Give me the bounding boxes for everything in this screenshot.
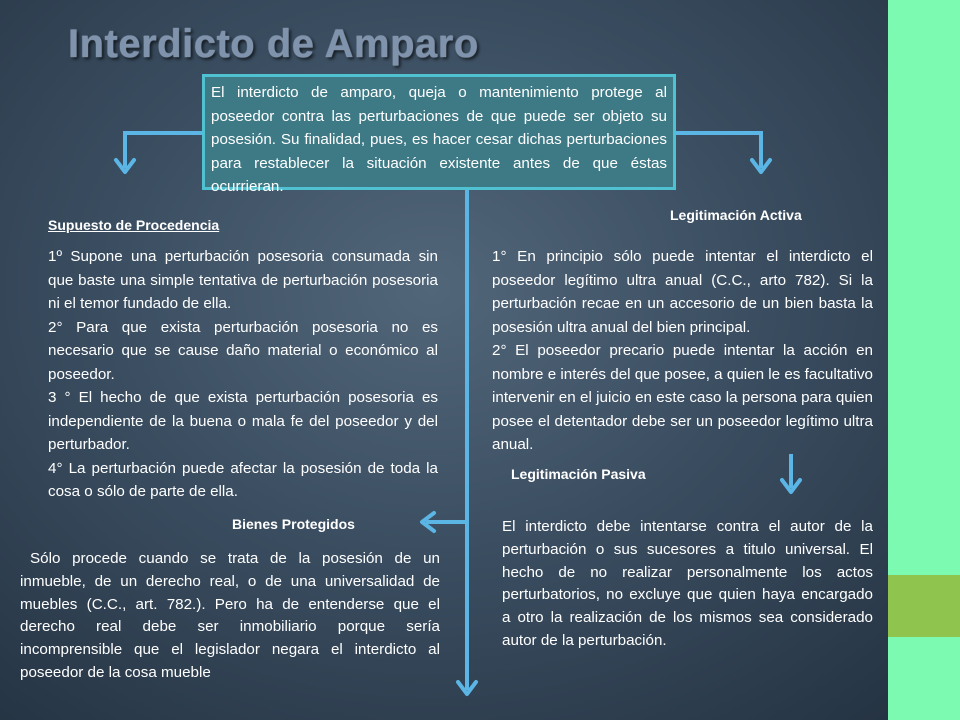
connector-pasiva xyxy=(782,454,800,492)
pasiva-heading: Legitimación Pasiva xyxy=(511,466,646,482)
supuesto-point: 2° Para que exista perturbación posesoria no es necesario que se cause daño material o económico al poseedor. xyxy=(48,318,438,383)
supuesto-point: 3 ° El hecho de que exista perturbación posesoria es independiente de la buena o mala fe del poseedor y del perturbador. xyxy=(48,389,438,453)
connector-right xyxy=(676,133,770,172)
decorative-side-accent xyxy=(888,575,960,637)
supuesto-heading: Supuesto de Procedencia xyxy=(48,217,220,233)
activa-points xyxy=(492,245,873,457)
definition-box: El interdicto de amparo, queja o mantenimiento protege al poseedor contra las perturbaciones de que puede ser objeto su posesión. Su finalidad, pues, es hacer cesar dichas perturbaciones para restablecer la situación existente antes de que éstas ocurrieran. xyxy=(202,74,676,190)
activa-heading: Legitimación Activa xyxy=(670,207,802,223)
bienes-text: Sólo procede cuando se trata de la posesión de un inmueble, de un derecho real, o de una universalidad de muebles (C.C., art. 782.). Pero ha de entenderse que el derecho real debe ser inmobiliario porque sería incomprensible que el legislador negara el interdicto al poseedor de la cosa mueble xyxy=(20,550,440,681)
supuesto-points xyxy=(48,245,438,504)
supuesto-point: 1º Supone una perturbación posesoria consumada sin que baste una simple tentativa de perturbación posesoria ni el temor fundado de ella. xyxy=(48,248,438,312)
connector-left xyxy=(116,133,202,172)
pasiva-text: El interdicto debe intentarse contra el autor de la perturbación o sus sucesores a titulo universal. El hecho de no realizar personalmente los actos perturbatorios, no excluye que quien haya encargado a otro la realización de los mismos sea considerado autor de la perturbación. xyxy=(502,518,873,649)
bienes-heading: Bienes Protegidos xyxy=(232,516,355,532)
activa-point: 1° En principio sólo puede intentar el interdicto el poseedor legítimo ultra anual (C.C., arto 782). Si la perturbación recae en un accesorio de un bien basta la posesión ultra anual del bien principal. xyxy=(492,248,873,336)
supuesto-point: 4° La perturbación puede afectar la posesión de toda la cosa o sólo de parte de ella. xyxy=(48,459,438,500)
connector-bienes xyxy=(422,513,467,531)
connector-center xyxy=(458,190,476,694)
page-title: Interdicto de Amparo xyxy=(68,22,479,66)
activa-point: 2° El poseedor precario puede intentar la acción en nombre e interés del que posee, a quien le es facultativo intervenir en el juicio en este caso la persona para quien posee el detentador debe ser un poseedor legítimo ultra anual. xyxy=(492,342,873,453)
